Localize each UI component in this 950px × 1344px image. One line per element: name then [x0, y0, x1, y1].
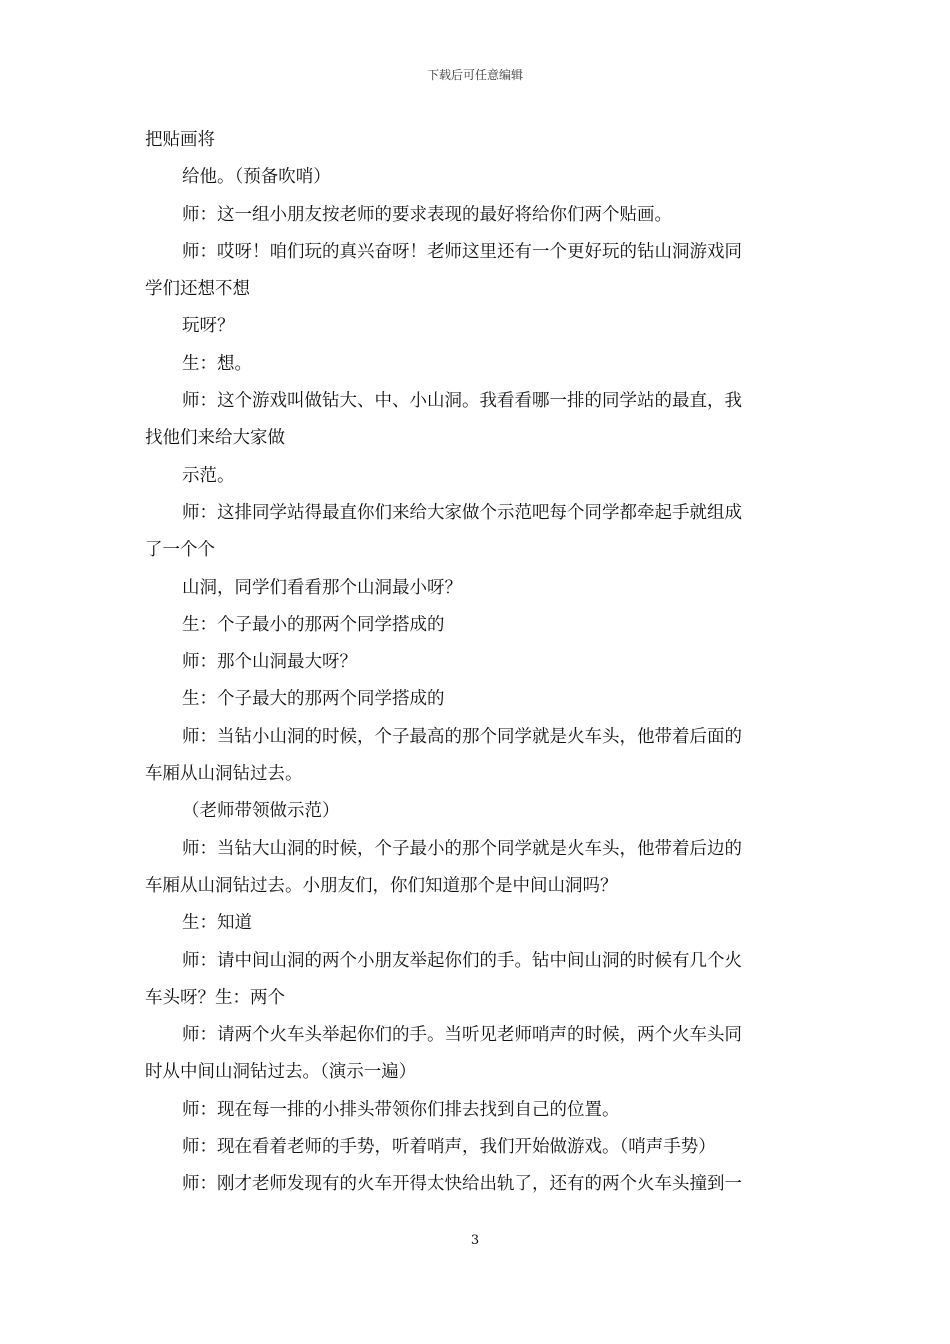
text-line: 时从中间山洞钻过去。（演示一遍） — [145, 1062, 417, 1083]
page-number: 3 — [470, 1233, 480, 1248]
document-body — [145, 122, 810, 1204]
text-line: 师：现在每一排的小排头带领你们排去找到自己的位置。 — [182, 1099, 620, 1120]
text-line: 把贴画将 — [145, 130, 215, 150]
text-line: 师：请两个火车头举起你们的手。当听见老师哨声的时候，两个火车头同 — [182, 1025, 742, 1046]
text-line: 师：这排同学站得最直你们来给大家做个示范吧每个同学都牵起手就组成 — [182, 502, 742, 523]
text-line: 师：当钻小山洞的时候，个子最高的那个同学就是火车头，他带着后面的 — [182, 726, 742, 747]
text-line: 师：请中间山洞的两个小朋友举起你们的手。钻中间山洞的时候有几个火 — [182, 950, 742, 971]
text-line: 师：刚才老师发现有的火车开得太快给出轨了，还有的两个火车头撞到一 — [182, 1174, 742, 1195]
text-line: 山洞，同学们看看那个山洞最小呀？ — [182, 577, 462, 598]
text-line: 学们还想不想 — [145, 279, 250, 300]
text-line: 玩呀？ — [182, 316, 235, 337]
text-line: 车头呀？生：两个 — [145, 987, 285, 1008]
text-line: 给他。（预备吹哨） — [182, 167, 331, 188]
text-line: 生：个子最大的那两个同学搭成的 — [182, 689, 445, 710]
text-line: 生：知道 — [182, 913, 252, 934]
text-line: 师：那个山洞最大呀？ — [182, 652, 357, 673]
text-line: 示范。 — [182, 465, 235, 486]
text-line: （老师带领做示范） — [182, 801, 340, 822]
text-line: 车厢从山洞钻过去。 — [145, 764, 303, 785]
text-line: 师：这一组小朋友按老师的要求表现的最好将给你们两个贴画。 — [182, 204, 672, 225]
text-line: 生：想。 — [182, 353, 252, 374]
text-line: 找他们来给大家做 — [145, 428, 285, 449]
text-line: 了一个个 — [145, 540, 215, 561]
text-line: 师：当钻大山洞的时候，个子最小的那个同学就是火车头，他带着后边的 — [182, 838, 742, 859]
page-header: 下载后可任意编辑 — [426, 68, 523, 82]
text-line: 车厢从山洞钻过去。小朋友们，你们知道那个是中间山洞吗？ — [145, 875, 618, 896]
text-line: 师：这个游戏叫做钻大、中、小山洞。我看看哪一排的同学站的最直，我 — [182, 391, 742, 412]
text-line: 生：个子最小的那两个同学搭成的 — [182, 614, 445, 635]
text-line: 师：现在看着老师的手势，听着哨声，我们开始做游戏。（哨声手势） — [182, 1137, 716, 1158]
text-line: 师：哎呀！咱们玩的真兴奋呀！老师这里还有一个更好玩的钻山洞游戏同 — [182, 241, 742, 262]
